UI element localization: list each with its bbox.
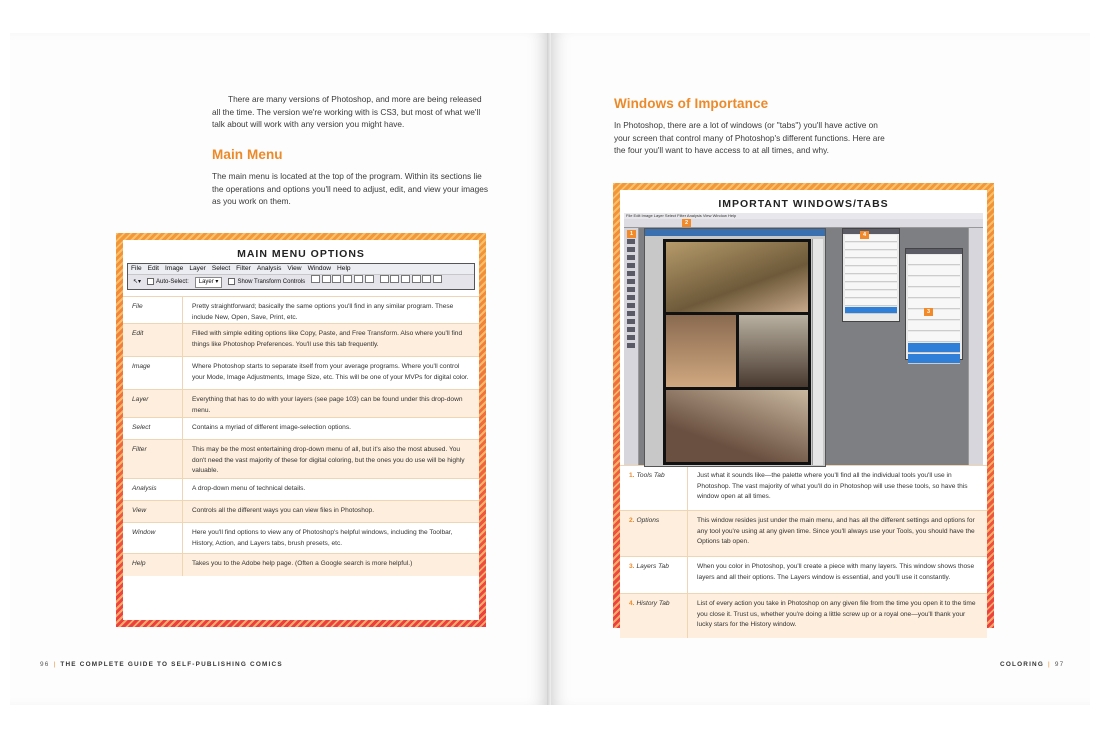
ps-menubar: File Edit Image Layer Select Filter Analysis View Window Help <box>624 213 983 219</box>
menu-options-table <box>123 296 479 576</box>
menu-name: Edit <box>123 324 183 357</box>
menu-item: Help <box>337 265 351 272</box>
menu-description: Filled with simple editing options like Copy, Paste, and Free Transform. Also where you'll find things like Photoshop Preferences. You'll use this tab frequently. <box>183 324 480 357</box>
menu-description: Where Photoshop starts to separate itself from your average programs. Where you'll control your Mode, Image Adjustments, Image Size, etc. This will be one of your MVPs for digital color. <box>183 357 480 390</box>
windows-table <box>620 465 987 638</box>
window-name <box>620 511 688 557</box>
ps-tools-panel <box>624 228 639 465</box>
table-row <box>620 511 987 557</box>
right-footer: COLORING | 97 <box>1000 661 1065 668</box>
row-number: 1. <box>629 472 635 479</box>
window-description: This window resides just under the main menu, and has all the different settings and options for any tool you're using at any given time. Since you'll always use your Tools, you should have the Options tab open. <box>688 511 988 557</box>
menu-item: View <box>287 265 302 272</box>
left-footer: 96 | THE COMPLETE GUIDE TO SELF-PUBLISHING COMICS <box>40 661 283 668</box>
menu-description: This may be the most entertaining drop-down menu of all, but it's also the most abused. You don't need the vast majority of these for digital coloring, but the ones you do use will be highly valuable. <box>183 440 480 479</box>
menu-description: Everything that has to do with your layers (see page 103) can be found under this drop-down menu. <box>183 390 480 418</box>
checkbox-icon <box>228 278 235 285</box>
row-number: 2. <box>629 517 635 524</box>
menu-item: Layer <box>189 265 206 272</box>
window-description: List of every action you take in Photoshop on any given file from the time you open it to the time you close it. Trust us, whether you're doing a little screw up or a royal one—you'll thank your lucky stars for the History window. <box>688 594 988 638</box>
menubar-screenshot <box>127 263 475 290</box>
menu-item: Filter <box>236 265 251 272</box>
menu-description: Contains a myriad of different image-selection options. <box>183 418 480 440</box>
table-row <box>123 479 479 501</box>
menu-name: Window <box>123 523 183 554</box>
ps-document-window <box>644 228 826 467</box>
menu-name: Image <box>123 357 183 390</box>
window-name <box>620 557 688 594</box>
table-row <box>123 418 479 440</box>
menu-item: Window <box>307 265 332 272</box>
window-description: When you color in Photoshop, you'll create a piece with many layers. This window shows those layers and all their options. The Layers window is essential, and you'll use it constantly. <box>688 557 988 594</box>
menu-name: Layer <box>123 390 183 418</box>
row-label: History Tab <box>636 600 670 607</box>
menu-description: Controls all the different ways you can view files in Photoshop. <box>183 501 480 523</box>
menu-name: Help <box>123 554 183 576</box>
menu-description: A drop-down menu of technical details. <box>183 479 480 501</box>
menu-item: Edit <box>147 265 159 272</box>
table-row <box>620 466 987 511</box>
menu-name: File <box>123 297 183 324</box>
menu-description: Here you'll find options to view any of Photoshop's helpful windows, including the Toolbar, History, Action, and Layers tabs, brush presets, etc. <box>183 523 480 554</box>
auto-select-label: Auto-Select: <box>147 275 189 289</box>
table-row <box>123 554 479 576</box>
menu-item: Image <box>165 265 184 272</box>
menu-name: Select <box>123 418 183 440</box>
table-row <box>123 440 479 479</box>
menu-name: View <box>123 501 183 523</box>
windows-heading: Windows of Importance <box>614 96 769 111</box>
checkbox-icon <box>147 278 154 285</box>
main-menu-options-box <box>116 233 486 627</box>
layer-select: Layer ▾ <box>195 277 223 288</box>
menu-description: Pretty straightforward; basically the same options you'll find in any similar program. These include New, Open, Save, Print, etc. <box>183 297 480 324</box>
align-icons <box>311 275 373 289</box>
photoshop-screenshot <box>624 213 983 465</box>
table-row <box>123 357 479 390</box>
ps-options-bar <box>624 219 983 228</box>
badge-history: 4 <box>860 231 869 239</box>
table-row <box>123 523 479 554</box>
badge-tools: 1 <box>627 230 636 238</box>
menu-items-row <box>128 264 474 275</box>
important-windows-box <box>613 183 994 628</box>
menu-description: Takes you to the Adobe help page. (Often a Google search is more helpful.) <box>183 554 480 576</box>
table-row <box>123 501 479 523</box>
table-row <box>123 324 479 357</box>
row-label: Layers Tab <box>636 563 669 570</box>
options-bar <box>128 275 474 289</box>
menu-name: Filter <box>123 440 183 479</box>
table-row <box>620 557 987 594</box>
table-row <box>620 594 987 638</box>
row-label: Options <box>636 517 660 524</box>
window-description: Just what it sounds like—the palette where you'll find all the individual tools you'll use in Photoshop. The vast majority of what you'll do in Photoshop will use these tools, so have this window open at all times. <box>688 466 988 511</box>
row-label: Tools Tab <box>636 472 665 479</box>
ps-right-dock <box>968 228 983 465</box>
window-name <box>620 594 688 638</box>
box-title: MAIN MENU OPTIONS <box>237 248 365 260</box>
menu-item: Select <box>211 265 231 272</box>
menu-item: File <box>131 265 142 272</box>
menu-name: Analysis <box>123 479 183 501</box>
ps-layers-panel <box>905 248 963 360</box>
table-row <box>123 390 479 418</box>
main-menu-paragraph: The main menu is located at the top of the program. Within its sections lie the operations and options you'll need to adjust, edit, and view your images as you work on them. <box>212 171 489 207</box>
table-row <box>123 297 479 324</box>
comic-artwork <box>663 239 811 465</box>
window-name <box>620 466 688 511</box>
row-number: 3. <box>629 563 635 570</box>
move-tool-icon: ↖▾ <box>133 279 142 285</box>
menu-item: Analysis <box>256 265 282 272</box>
row-number: 4. <box>629 600 635 607</box>
box-title: IMPORTANT WINDOWS/TABS <box>718 198 889 210</box>
main-menu-heading: Main Menu <box>212 147 283 162</box>
distribute-icons <box>380 275 442 289</box>
book-gutter <box>547 33 551 705</box>
badge-options: 2 <box>682 219 691 227</box>
ps-history-panel <box>842 228 900 322</box>
show-transform-label: Show Transform Controls <box>228 275 305 289</box>
badge-layers: 3 <box>924 308 933 316</box>
windows-paragraph: In Photoshop, there are a lot of windows (or "tabs") you'll have active on your screen that control many of Photoshop's different functions. Here are the four you'll want to have access to at all times, and why. <box>614 120 885 156</box>
intro-paragraph: There are many versions of Photoshop, and more are being released all the time. The version we're working with is CS3, but most of what we'll talk about will work with any version you might have. <box>212 94 482 130</box>
